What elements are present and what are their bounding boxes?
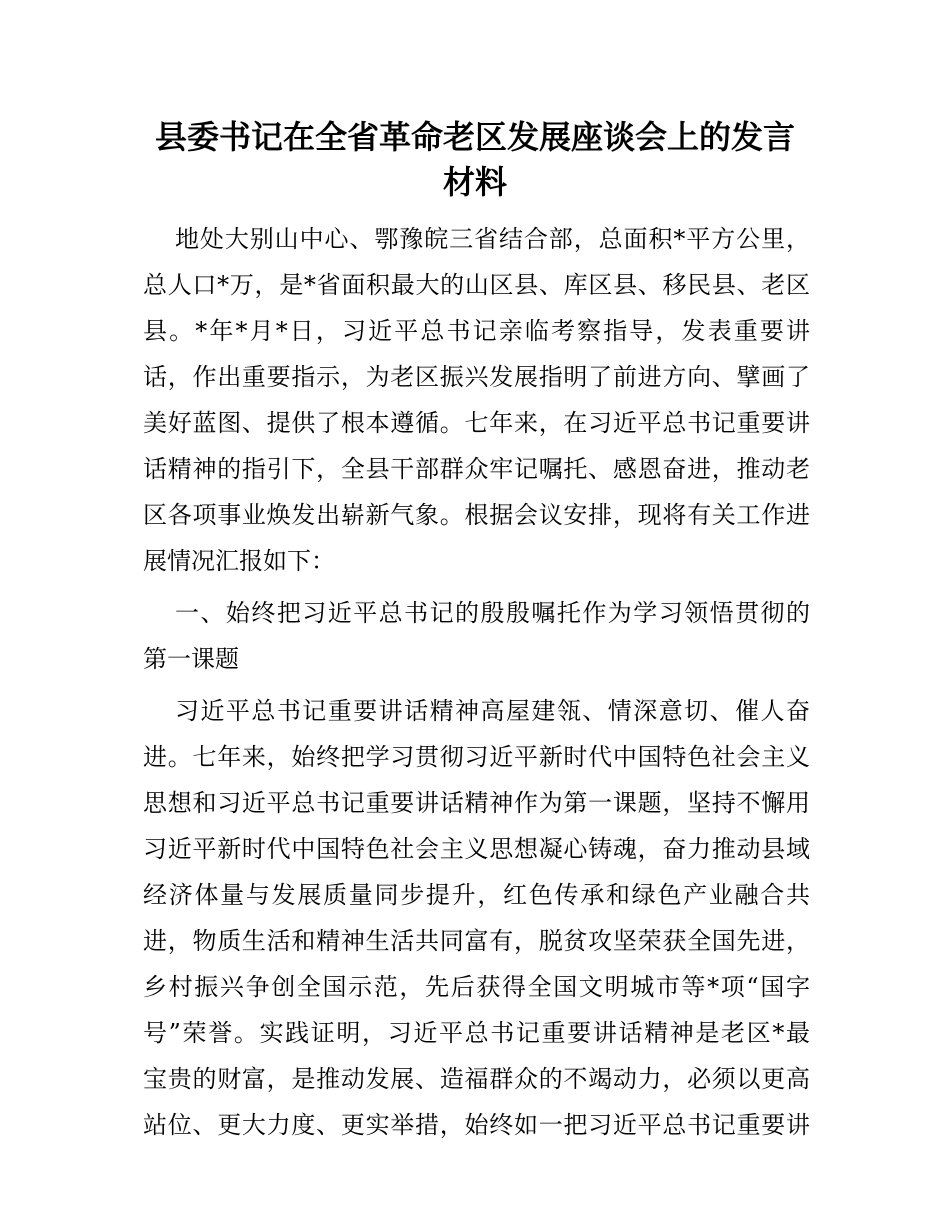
document-title-line-1: 县委书记在全省革命老区发展座谈会上的发言 bbox=[154, 118, 795, 156]
paragraph-line: 乡村振兴争创全国示范，先后获得全国文明城市等*项“国字 bbox=[143, 973, 810, 1001]
section-heading-line: 一、始终把习近平总书记的殷殷嘱托作为学习领悟贯彻的 bbox=[175, 599, 810, 627]
paragraph-line: 经济体量与发展质量同步提升，红色传承和绿色产业融合共 bbox=[143, 881, 810, 909]
paragraph-line: 话，作出重要指示，为老区振兴发展指明了前进方向、擘画了 bbox=[143, 363, 810, 391]
document-title-line-2: 材料 bbox=[442, 163, 507, 201]
paragraph-line: 站位、更大力度、更实举措，始终如一把习近平总书记重要讲 bbox=[143, 1111, 810, 1139]
paragraph-line: 思想和习近平总书记重要讲话精神作为第一课题，坚持不懈用 bbox=[143, 789, 810, 817]
paragraph-line: 展情况汇报如下： bbox=[143, 547, 335, 575]
paragraph-line: 县。*年*月*日，习近平总书记亲临考察指导，发表重要讲 bbox=[143, 317, 810, 345]
paragraph-line: 地处大别山中心、鄂豫皖三省结合部，总面积*平方公里， bbox=[175, 225, 810, 253]
section-heading-line: 第一课题 bbox=[143, 645, 239, 673]
paragraph-line: 号”荣誉。实践证明，习近平总书记重要讲话精神是老区*最 bbox=[143, 1019, 810, 1047]
paragraph-line: 习近平新时代中国特色社会主义思想凝心铸魂，奋力推动县域 bbox=[143, 835, 810, 863]
paragraph-line: 进。七年来，始终把学习贯彻习近平新时代中国特色社会主义 bbox=[143, 743, 810, 771]
paragraph-line: 总人口*万，是*省面积最大的山区县、库区县、移民县、老区 bbox=[143, 271, 810, 299]
paragraph-line: 宝贵的财富，是推动发展、造福群众的不竭动力，必须以更高 bbox=[143, 1065, 810, 1093]
paragraph-line: 话精神的指引下，全县干部群众牢记嘱托、感恩奋进，推动老 bbox=[143, 455, 810, 483]
paragraph-line: 区各项事业焕发出崭新气象。根据会议安排，现将有关工作进 bbox=[143, 501, 810, 529]
paragraph-line: 进，物质生活和精神生活共同富有，脱贫攻坚荣获全国先进， bbox=[143, 927, 810, 955]
paragraph-line: 习近平总书记重要讲话精神高屋建瓴、情深意切、催人奋 bbox=[175, 697, 810, 725]
paragraph-line: 美好蓝图、提供了根本遵循。七年来，在习近平总书记重要讲 bbox=[143, 409, 810, 437]
